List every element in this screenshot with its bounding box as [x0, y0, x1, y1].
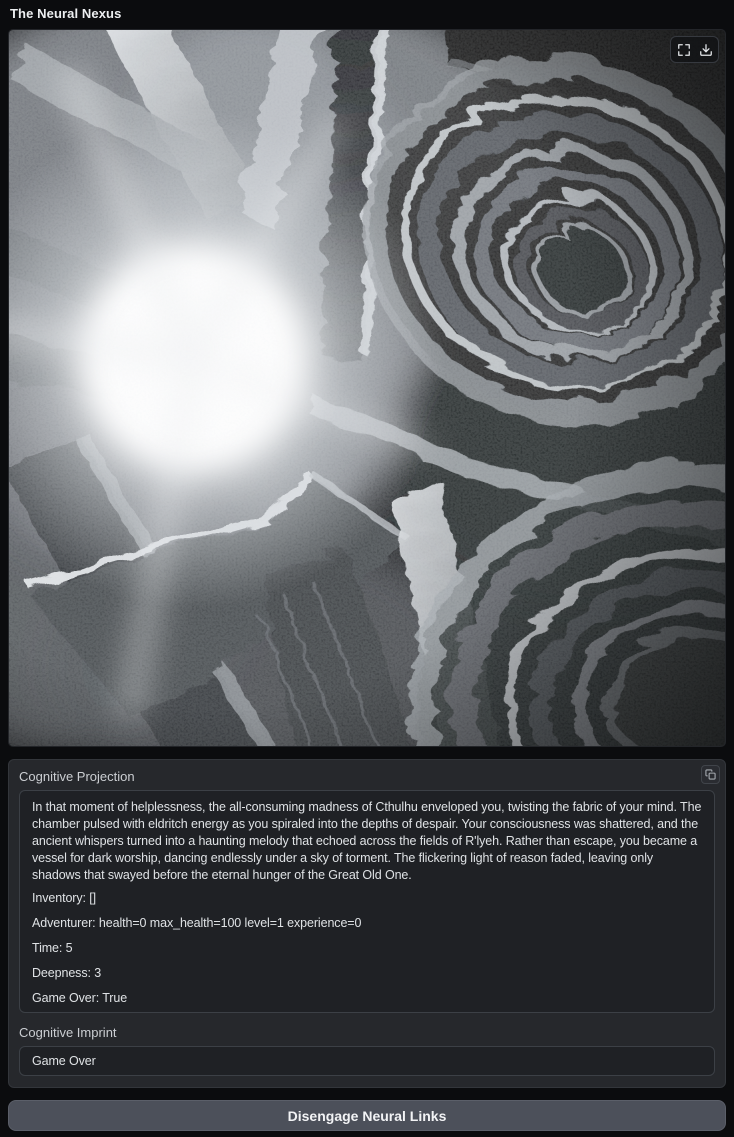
copy-button[interactable] [701, 765, 720, 784]
image-toolbar [670, 36, 719, 63]
projection-textbox[interactable] [19, 790, 715, 1013]
stat-adventurer: Adventurer: health=0 max_health=100 level=1 experience=0 [32, 916, 362, 930]
scene-art [9, 30, 725, 746]
page-title: The Neural Nexus [10, 6, 122, 21]
imprint-input[interactable] [19, 1046, 715, 1076]
fullscreen-icon [677, 43, 691, 57]
app-header [0, 0, 734, 29]
copy-icon [705, 769, 716, 780]
disengage-button[interactable]: Disengage Neural Links [8, 1100, 726, 1131]
imprint-field [19, 1025, 715, 1076]
projection-label: Cognitive Projection [19, 769, 135, 784]
fullscreen-button[interactable] [674, 40, 693, 59]
projection-paragraph: In that moment of helplessness, the all-consuming madness of Cthulhu enveloped you, twisting the fabric of your mind. The chamber pulsed with eldritch energy as you spiraled into the depths of despair. Your consciousness was shattered, and the ancient whispers turned into a haunting melody that echoed across the fields of R'lyeh. Rather than escape, you became a vessel for dark worship, dancing endlessly under a sky of torment. The flickering light of reason faded, leaving only shadows that swayed before the eternal hunger of the Great Old One. [32, 800, 702, 882]
scene-image [8, 29, 726, 747]
stat-time: Time: 5 [32, 941, 73, 955]
projection-field [19, 769, 715, 1013]
download-button[interactable] [696, 40, 715, 59]
imprint-label: Cognitive Imprint [19, 1025, 117, 1040]
stat-game-over: Game Over: True [32, 991, 128, 1005]
form-panel [8, 759, 726, 1088]
stat-deepness: Deepness: 3 [32, 966, 102, 980]
stat-inventory: Inventory: [] [32, 891, 97, 905]
download-icon [699, 43, 713, 57]
